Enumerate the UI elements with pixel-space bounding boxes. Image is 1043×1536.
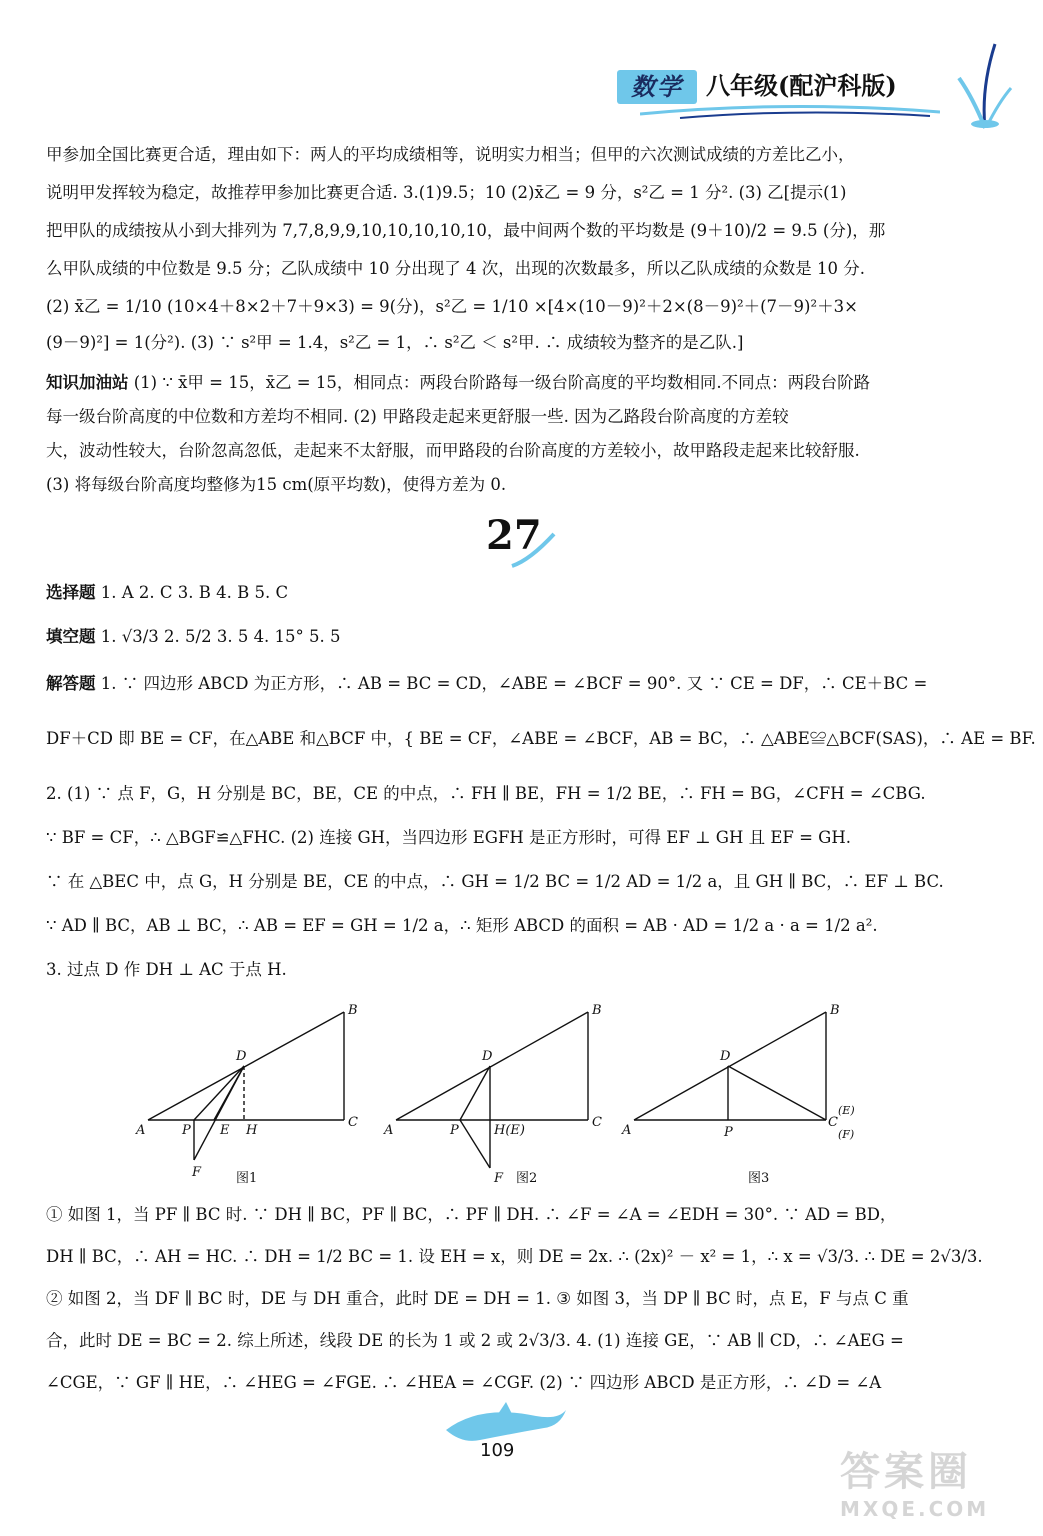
text-line: ① 如图 1，当 PF ∥ BC 时. ∵ DH ∥ BC，PF ∥ BC，∴ PF ∥ DH. ∴ ∠F = ∠A = ∠EDH = 30°. ∵ AD = BD， bbox=[46, 1205, 897, 1224]
fill-label: 填空题 bbox=[46, 627, 96, 646]
text-line: 合，此时 DE = BC = 2. 综上所述，线段 DE 的长为 1 或 2 或 2√3/3. 4. (1) 连接 GE，∵ AB ∥ CD，∴ ∠AEG = bbox=[46, 1331, 904, 1350]
section-number: 27 bbox=[486, 512, 542, 559]
text-line: 把甲队的成绩按从小到大排列为 7,7,8,9,9,10,10,10,10,10，最中间两个数的平均数是 (9＋10)/2 = 9.5 (分)，那 bbox=[46, 221, 886, 240]
text-line: 每一级台阶高度的中位数和方差均不相同. (2) 甲路段走起来更舒服一些. 因为乙路段台阶高度的方差较 bbox=[46, 407, 789, 426]
fig3-label: P bbox=[724, 1125, 733, 1140]
fill-text: 1. √3/3 2. 5/2 3. 5 4. 15° 5. 5 bbox=[95, 627, 341, 646]
text-line: (9－9)²] = 1(分²). (3) ∵ s²甲 = 1.4，s²乙 = 1，∴ s²乙 ＜ s²甲. ∴ 成绩较为整齐的是乙队.] bbox=[46, 333, 744, 352]
choice-text: 1. A 2. C 3. B 4. B 5. C bbox=[95, 583, 289, 602]
fig3-label: (E) bbox=[838, 1104, 855, 1117]
text-line: ∵ AD ∥ BC，AB ⊥ BC，∴ AB = EF = GH = 1/2 a，∴ 矩形 ABCD 的面积 = AB · AD = 1/2 a · a = 1/2 a². bbox=[46, 916, 878, 935]
fig2-label: F bbox=[494, 1171, 504, 1186]
fig1-label: F bbox=[192, 1165, 202, 1180]
text-line: ∵ 在 △BEC 中，点 G，H 分别是 BE，CE 的中点，∴ GH = 1/2 BC = 1/2 AD = 1/2 a，且 GH ∥ BC，∴ EF ⊥ BC. bbox=[46, 872, 944, 891]
fig1-label: A bbox=[136, 1123, 146, 1138]
subject-badge: 数学 bbox=[617, 70, 697, 104]
fig2-label: A bbox=[384, 1123, 394, 1138]
text-line: 1. ∵ 四边形 ABCD 为正方形，∴ AB = BC = CD，∠ABE = ∠BCF = 90°. 又 ∵ CE = DF，∴ CE＋BC = bbox=[95, 674, 928, 693]
watermark-bottom: MXQE.COM bbox=[840, 1497, 990, 1521]
fig3-label: C bbox=[828, 1115, 838, 1130]
section-heading bbox=[0, 512, 1043, 576]
text-line: 么甲队成绩的中位数是 9.5 分；乙队成绩中 10 分出现了 4 次，出现的次数最多，所以乙队成绩的众数是 10 分. bbox=[46, 259, 865, 278]
fig1-label: H bbox=[246, 1123, 258, 1138]
fig1-label: B bbox=[348, 1003, 358, 1018]
section-swoosh-icon bbox=[510, 530, 556, 570]
plant-decoration-icon bbox=[955, 38, 1015, 130]
fill-answers bbox=[46, 618, 1006, 656]
fig2-label: D bbox=[482, 1049, 493, 1064]
fig2-label: B bbox=[592, 1003, 602, 1018]
figure-1-labels bbox=[135, 1003, 358, 1186]
fig3-caption: 图3 bbox=[748, 1171, 770, 1186]
grade-edition-title: 八年级(配沪科版) bbox=[706, 71, 897, 100]
fig2-label: H(E) bbox=[494, 1123, 525, 1138]
text-line: 2. (1) ∵ 点 F，G，H 分别是 BC，BE，CE 的中点，∴ FH ∥ BE，FH = 1/2 BE，∴ FH = BG，∠CFH = ∠CBG. bbox=[46, 784, 926, 803]
watermark-top: 答案圈 bbox=[840, 1449, 972, 1495]
fig1-label: C bbox=[348, 1115, 358, 1130]
text-line: 说明甲发挥较为稳定，故推荐甲参加比赛更合适. 3.(1)9.5；10 (2)x̄乙 = 9 分，s²乙 = 1 分². (3) 乙[提示(1) bbox=[46, 183, 847, 202]
fig3-label: (F) bbox=[838, 1128, 855, 1141]
fig2-label: P bbox=[450, 1123, 459, 1138]
text-line: DH ∥ BC，∴ AH = HC. ∴ DH = 1/2 BC = 1. 设 EH = x，则 DE = 2x. ∴ (2x)² － x² = 1，∴ x = √3/3. ∴ DE = 2√3/3. bbox=[46, 1247, 983, 1266]
figure-2-labels bbox=[383, 1003, 602, 1186]
choice-label: 选择题 bbox=[46, 583, 96, 602]
text-line: (1) ∵ x̄甲 = 15，x̄乙 = 15，相同点：两段台阶路每一级台阶高度的平均数相同.不同点：两段台阶路 bbox=[128, 373, 871, 392]
figure-3-labels bbox=[621, 1003, 855, 1186]
solution-label: 解答题 bbox=[46, 674, 96, 693]
header-swoosh-icon bbox=[640, 96, 940, 126]
text-line: DF＋CD 即 BE = CF，在△ABE 和△BCF 中，{ BE = CF，∠ABE = ∠BCF，AB = BC，∴ △ABE≌△BCF(SAS)，∴ AE = BF. bbox=[46, 729, 1036, 748]
text-line: 大，波动性较大，台阶忽高忽低，走起来不太舒服，而甲路段的台阶高度的方差较小，故甲路段走起来比较舒服. bbox=[46, 441, 860, 460]
watermark bbox=[840, 1440, 1040, 1536]
figure-3 bbox=[634, 1012, 826, 1120]
page-header bbox=[0, 0, 1043, 130]
text-line: 甲参加全国比赛更合适，理由如下：两人的平均成绩相等，说明实力相当；但甲的六次测试成绩的方差比乙小， bbox=[46, 145, 855, 164]
solutions-section bbox=[46, 662, 1036, 992]
continuation-text bbox=[46, 136, 1006, 360]
knowledge-label: 知识加油站 bbox=[46, 373, 129, 392]
fig3-label: B bbox=[830, 1003, 840, 1018]
text-line: ② 如图 2，当 DF ∥ BC 时，DE 与 DH 重合，此时 DE = DH = 1. ③ 如图 3，当 DP ∥ BC 时，点 E，F 与点 C 重 bbox=[46, 1289, 909, 1308]
text-line: 3. 过点 D 作 DH ⊥ AC 于点 H. bbox=[46, 960, 287, 979]
fig2-label: C bbox=[592, 1115, 602, 1130]
fig1-label: E bbox=[220, 1123, 230, 1138]
text-line: ∵ BF = CF，∴ △BGF≌△FHC. (2) 连接 GH，当四边形 EGFH 是正方形时，可得 EF ⊥ GH 且 EF = GH. bbox=[46, 828, 851, 847]
text-line: ∠CGE，∵ GF ∥ HE，∴ ∠HEG = ∠FGE. ∴ ∠HEA = ∠CGF. (2) ∵ 四边形 ABCD 是正方形，∴ ∠D = ∠A bbox=[46, 1373, 882, 1392]
fig3-label: D bbox=[720, 1049, 731, 1064]
fig3-label: A bbox=[622, 1123, 632, 1138]
fig1-caption: 图1 bbox=[236, 1171, 258, 1186]
knowledge-section bbox=[46, 366, 1006, 502]
figure-analysis bbox=[46, 1194, 1006, 1404]
choice-answers bbox=[46, 574, 1006, 612]
figure-2 bbox=[396, 1012, 588, 1168]
fig2-caption: 图2 bbox=[516, 1171, 538, 1186]
text-line: (2) x̄乙 = 1/10 (10×4＋8×2＋7＋9×3) = 9(分)，s²乙 = 1/10 ×[4×(10－9)²＋2×(8－9)²＋(7－9)²＋3× bbox=[46, 297, 858, 316]
fig1-label: D bbox=[236, 1049, 247, 1064]
fig1-label: P bbox=[182, 1123, 191, 1138]
text-line: (3) 将每级台阶高度均整修为15 cm(原平均数)，使得方差为 0. bbox=[46, 475, 507, 494]
geometry-figures bbox=[120, 1000, 880, 1190]
page-number: 109 bbox=[480, 1440, 515, 1461]
